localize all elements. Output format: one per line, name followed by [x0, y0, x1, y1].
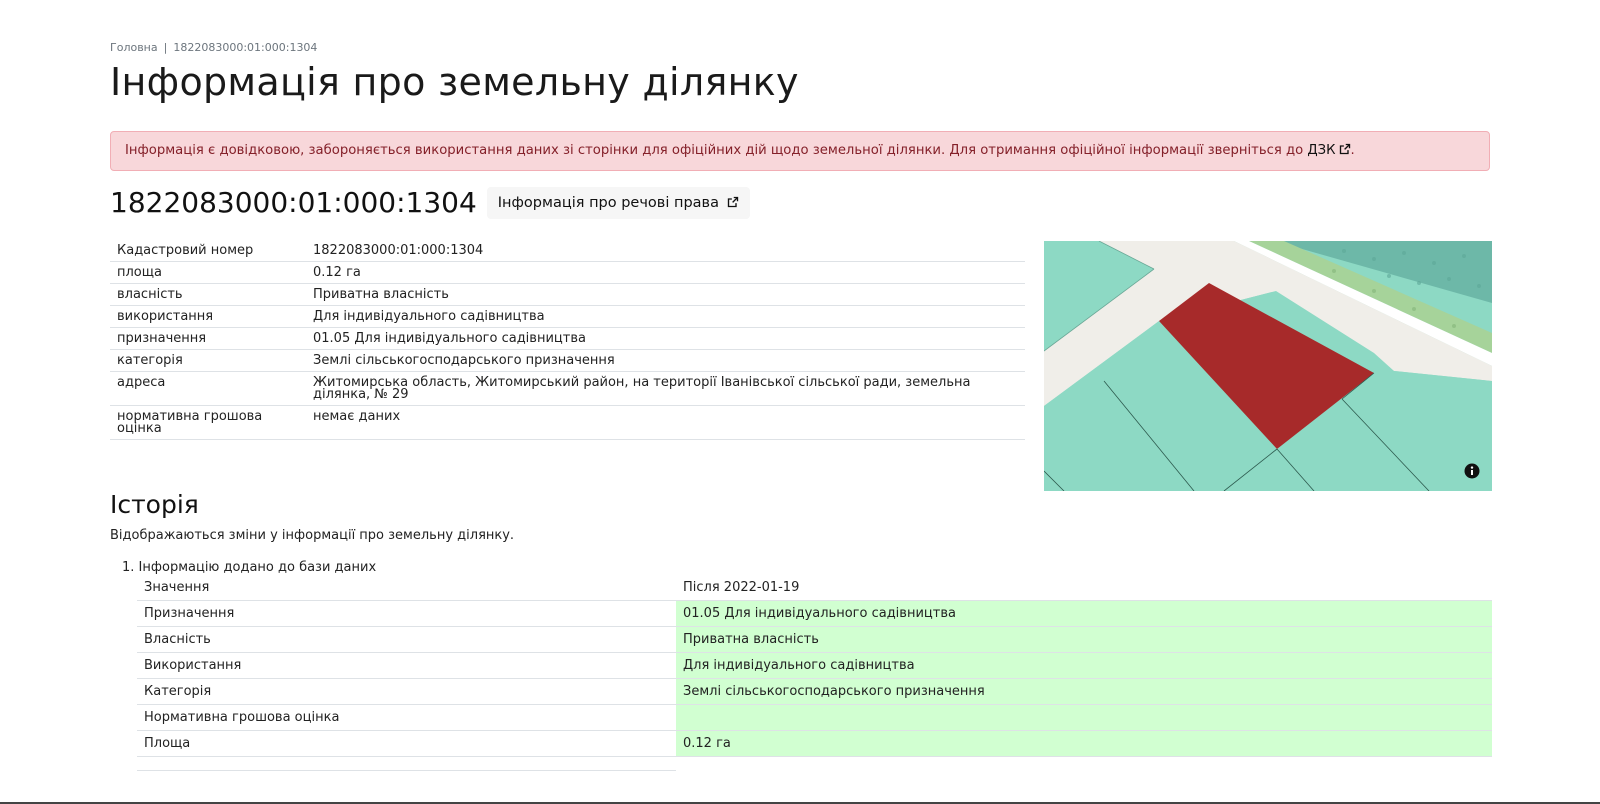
info-icon[interactable]	[1464, 463, 1480, 479]
cadastral-number-heading: 1822083000:01:000:1304	[110, 186, 477, 219]
history-empty-cell	[137, 757, 676, 771]
table-row	[137, 757, 1492, 771]
table-row	[110, 240, 1025, 262]
history-value: Для індивідуального садівництва	[676, 653, 1492, 679]
history-item-label: Інформацію додано до бази даних	[138, 560, 377, 575]
info-value: 0.12 га	[306, 262, 1025, 284]
cadastral-header	[110, 186, 750, 219]
table-row	[137, 653, 1492, 679]
info-value: 01.05 Для індивідуального садівництва	[306, 328, 1025, 350]
table-row	[110, 406, 1025, 440]
info-value: 1822083000:01:000:1304	[306, 240, 1025, 262]
history-value: Землі сільськогосподарського призначення	[676, 679, 1492, 705]
table-header-row	[137, 575, 1492, 601]
alert-text: Інформація є довідковою, забороняється використання даних зі сторінки для офіційних дій щодо земельної ділянки. Для отримання офіційної інформації зверніться до	[125, 143, 1304, 158]
table-row	[137, 627, 1492, 653]
history-value	[676, 705, 1492, 731]
history-item-number: 1.	[122, 560, 135, 575]
history-item-title	[122, 560, 376, 575]
property-rights-button[interactable]	[487, 187, 750, 219]
map-canvas[interactable]	[1044, 241, 1492, 491]
info-label: призначення	[110, 328, 306, 350]
history-title: Історія	[110, 490, 199, 519]
info-label: категорія	[110, 350, 306, 372]
history-label: Призначення	[137, 601, 676, 627]
external-link-icon	[1339, 143, 1351, 155]
breadcrumb-home-link[interactable]: Головна	[110, 41, 158, 54]
table-row	[137, 679, 1492, 705]
history-empty-cell	[676, 757, 1492, 771]
info-label: власність	[110, 284, 306, 306]
dzk-link-label: ДЗК	[1307, 143, 1336, 158]
table-row	[137, 731, 1492, 757]
breadcrumb	[110, 41, 317, 54]
history-label: Площа	[137, 731, 676, 757]
info-label: адреса	[110, 372, 306, 406]
history-label: Використання	[137, 653, 676, 679]
page-title: Інформація про земельну ділянку	[110, 60, 799, 104]
history-value: 01.05 Для індивідуального садівництва	[676, 601, 1492, 627]
table-row	[110, 350, 1025, 372]
table-row	[137, 601, 1492, 627]
history-changes-table	[137, 575, 1492, 771]
table-row	[110, 372, 1025, 406]
table-row	[110, 284, 1025, 306]
dzk-link[interactable]	[1307, 143, 1350, 158]
history-label: Нормативна грошова оцінка	[137, 705, 676, 731]
parcel-map[interactable]	[1044, 241, 1492, 491]
property-rights-label: Інформація про речові права	[497, 194, 719, 211]
info-value: Приватна власність	[306, 284, 1025, 306]
history-value: Приватна власність	[676, 627, 1492, 653]
table-row	[110, 328, 1025, 350]
alert-end: .	[1350, 143, 1355, 158]
table-row	[110, 306, 1025, 328]
history-value: 0.12 га	[676, 731, 1492, 757]
history-header-label: Значення	[137, 575, 676, 601]
info-value: немає даних	[306, 406, 1025, 440]
breadcrumb-separator: |	[163, 41, 168, 54]
table-row	[137, 705, 1492, 731]
info-label: нормативна грошова оцінка	[110, 406, 306, 440]
history-description: Відображаються зміни у інформації про земельну ділянку.	[110, 528, 515, 543]
info-label: використання	[110, 306, 306, 328]
disclaimer-alert	[110, 131, 1490, 171]
info-label: Кадастровий номер	[110, 240, 306, 262]
info-label: площа	[110, 262, 306, 284]
info-value: Житомирська область, Житомирський район, на території Іванівської сільської ради, земельна ділянка, № 29	[306, 372, 1025, 406]
parcel-info-table	[110, 240, 1025, 440]
info-value: Для індивідуального садівництва	[306, 306, 1025, 328]
history-label: Категорія	[137, 679, 676, 705]
table-row	[110, 262, 1025, 284]
history-header-value: Після 2022-01-19	[676, 575, 1492, 601]
info-value: Землі сільськогосподарського призначення	[306, 350, 1025, 372]
external-link-icon	[727, 196, 739, 208]
history-label: Власність	[137, 627, 676, 653]
breadcrumb-current: 1822083000:01:000:1304	[173, 41, 318, 54]
